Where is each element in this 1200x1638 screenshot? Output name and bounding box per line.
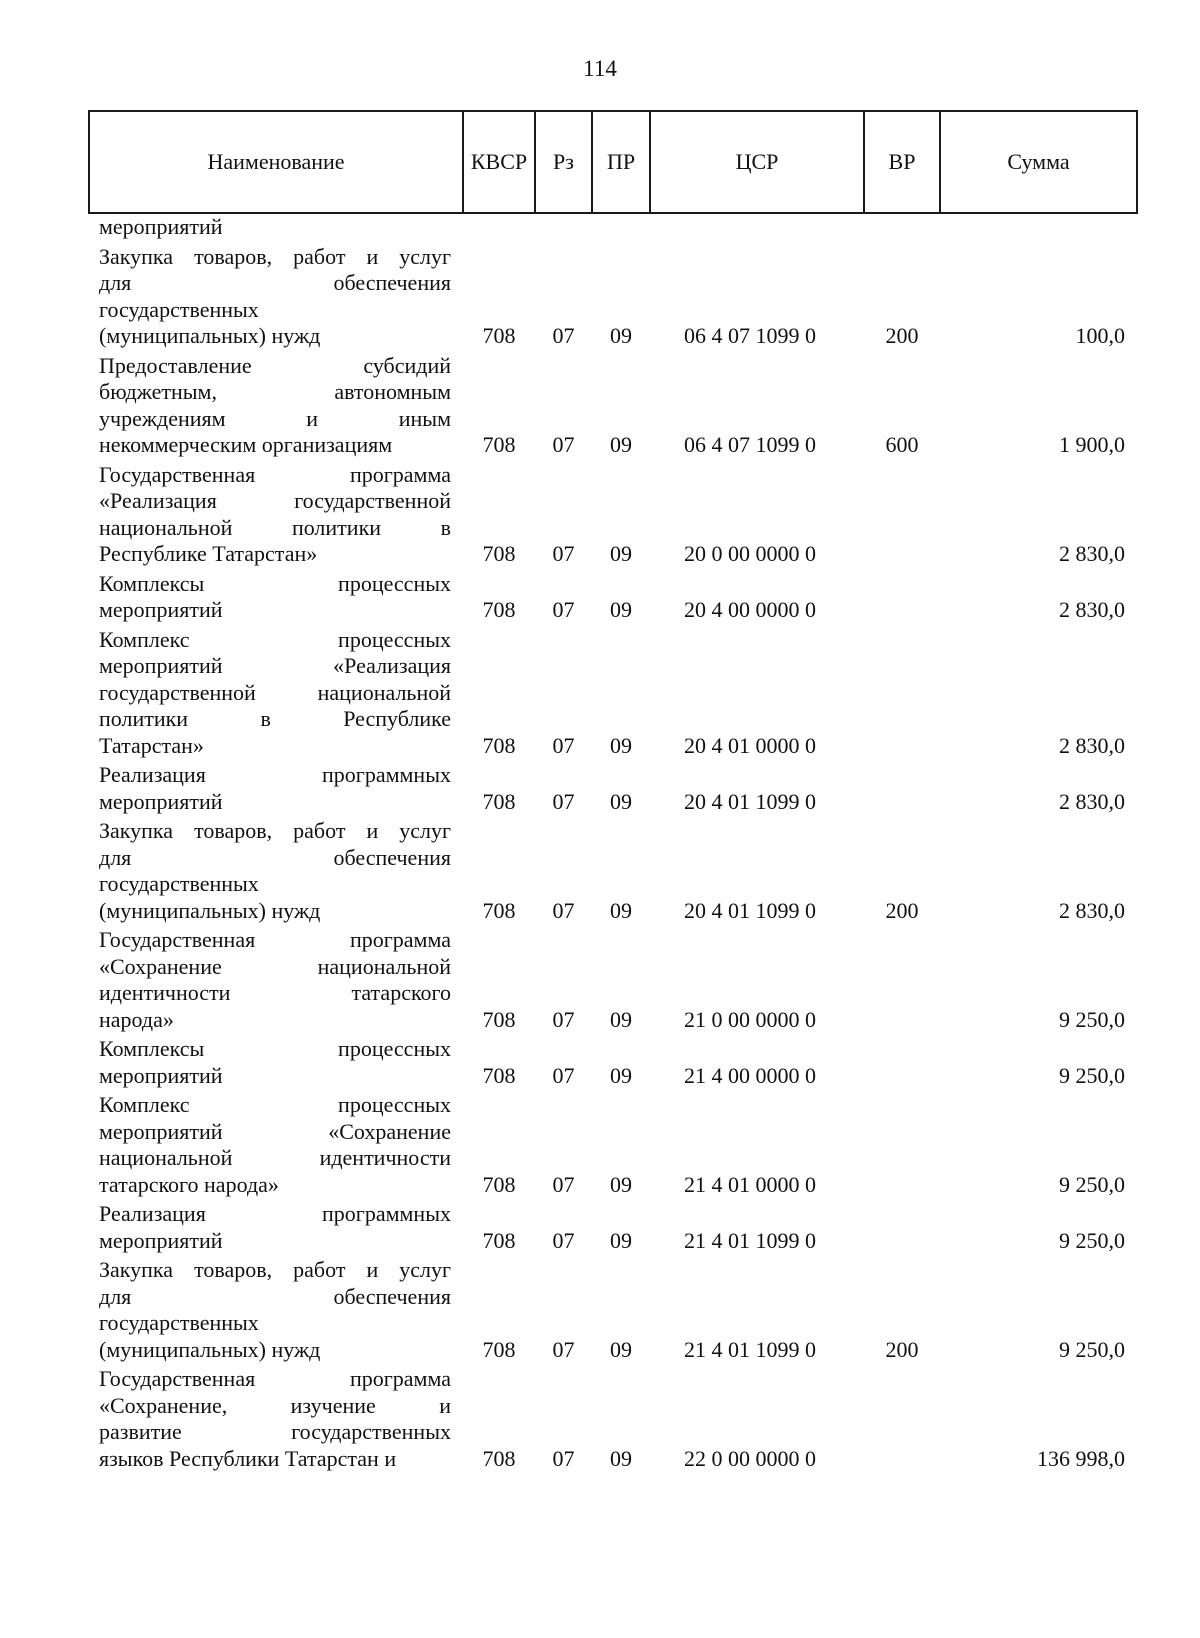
header-pr: ПР [592,111,650,213]
table-body [89,213,1137,1475]
row-csr: 22 0 00 0000 0 [684,1445,816,1471]
row-name-line: мероприятий [99,597,223,622]
row-pr: 09 [610,323,632,348]
row-csr: 20 0 00 0000 0 [684,541,816,566]
row-name-line: Закупка товаров, работ и услуг [99,818,451,843]
row-sum: 9 250,0 [1059,1171,1125,1197]
row-kvsr: 708 [482,1227,516,1253]
table-row [89,627,1137,763]
row-name-line: (муниципальных) нужд [99,1336,321,1362]
row-sum: 9 250,0 [1059,1062,1125,1088]
row-name-line: Государственная программа [99,1366,451,1391]
table-row [89,244,1137,353]
row-csr: 20 4 01 1099 0 [684,897,816,923]
row-rz: 07 [552,432,575,457]
row-name-line: «Сохранение, изучение и [99,1392,451,1418]
row-name [89,571,463,627]
row-sum: 2 830,0 [1059,597,1125,622]
row-vr: 200 [885,897,919,923]
row-name-line: Государственная программа [99,461,451,487]
row-name-line: «Сохранение национальной [99,953,451,979]
row-vr [864,1092,940,1201]
row-kvsr: 708 [482,1336,516,1362]
row-name-line: государственных [99,296,259,322]
row-name-line: политики в Республике [99,706,451,731]
row-pr: 09 [610,1227,632,1253]
row-name-line: мероприятий [99,788,223,814]
row-kvsr: 708 [482,1062,516,1088]
row-name-line: некоммерческим организациям [99,432,393,457]
row-name-line: (муниципальных) нужд [99,897,321,923]
table-row [89,762,1137,818]
row-name-line: Комплекс процессных [99,1092,451,1117]
row-name [89,462,463,571]
row-pr: 09 [610,788,632,814]
row-csr: 21 0 00 0000 0 [684,1006,816,1032]
row-name-line: для обеспечения [99,270,451,295]
table-row [89,1201,1137,1257]
row-kvsr: 708 [482,1171,516,1197]
row-name-line: государственной национальной [99,679,451,705]
row-name-line: Республике Татарстан» [99,541,318,566]
budget-table [88,110,1138,1475]
row-pr: 09 [610,1336,632,1362]
row-csr: 21 4 01 0000 0 [684,1171,816,1197]
table-header [89,111,1137,213]
row-csr: 06 4 07 1099 0 [684,432,816,457]
row-name [89,627,463,763]
row-rz: 07 [552,597,575,622]
row-pr: 09 [610,1445,632,1471]
table-row [89,462,1137,571]
row-kvsr: 708 [482,323,516,348]
header-sum: Сумма [940,111,1137,213]
row-name-line: мероприятий [99,214,223,239]
row-kvsr: 708 [482,1006,516,1032]
row-name-line: государственных [99,1310,259,1335]
row-vr: 200 [885,323,919,348]
row-name-line: для обеспечения [99,844,451,870]
row-vr [864,1201,940,1257]
row-rz: 07 [552,1336,575,1362]
row-name-line: национальной идентичности [99,1145,451,1170]
row-name-line: Реализация программных [99,762,451,787]
row-csr: 21 4 00 0000 0 [684,1062,816,1088]
row-sum: 2 830,0 [1059,788,1125,814]
row-name-line: Реализация программных [99,1201,451,1226]
row-name [89,1257,463,1366]
row-kvsr: 708 [482,432,516,457]
row-name [89,1092,463,1201]
row-rz: 07 [552,897,575,923]
row-name [89,762,463,818]
row-name-line: мероприятий «Реализация [99,653,451,678]
row-rz: 07 [552,788,575,814]
row-name [89,818,463,927]
row-name [89,1366,463,1475]
header-csr: ЦСР [650,111,864,213]
row-csr: 21 4 01 1099 0 [684,1336,816,1362]
row-sum: 2 830,0 [1059,541,1125,566]
row-kvsr [463,213,535,244]
row-rz: 07 [552,1062,575,1088]
row-rz: 07 [552,732,575,758]
row-name-line: мероприятий [99,1227,223,1253]
row-name [89,1036,463,1092]
row-name-line: мероприятий «Сохранение [99,1118,451,1144]
row-sum: 1 900,0 [1059,432,1125,457]
row-name-line: для обеспечения [99,1283,451,1309]
table-row [89,571,1137,627]
row-vr [864,571,940,627]
budget-table-wrapper [88,110,1136,1475]
row-sum: 9 250,0 [1059,1336,1125,1362]
row-csr: 20 4 01 1099 0 [684,788,816,814]
row-pr: 09 [610,432,632,457]
row-name-line: Государственная программа [99,927,451,952]
row-rz: 07 [552,1006,575,1032]
header-rz: Рз [535,111,592,213]
row-sum: 2 830,0 [1059,732,1125,758]
row-name-line: Комплексы процессных [99,570,451,596]
row-name-line: учреждениям и иным [99,405,451,431]
row-pr: 09 [610,1171,632,1197]
row-pr [592,213,650,244]
table-row [89,353,1137,462]
row-rz [535,213,592,244]
row-pr: 09 [610,597,632,622]
row-name-line: народа» [99,1006,174,1032]
row-sum: 9 250,0 [1059,1006,1125,1032]
row-name-line: национальной политики в [99,514,451,540]
row-name-line: Комплексы процессных [99,1036,451,1061]
header-kvsr: КВСР [463,111,535,213]
row-csr [650,213,864,244]
row-name-line: Предоставление субсидий [99,352,451,378]
row-name [89,927,463,1036]
row-name-line: Татарстан» [99,732,204,758]
row-vr: 200 [885,1336,919,1362]
row-name [89,353,463,462]
row-name-line: развитие государственных [99,1419,451,1444]
row-name [89,1201,463,1257]
row-sum: 100,0 [1075,323,1125,348]
row-rz: 07 [552,323,575,348]
row-rz: 07 [552,1171,575,1197]
table-row [89,1036,1137,1092]
row-name-line: Закупка товаров, работ и услуг [99,243,451,269]
row-kvsr: 708 [482,597,516,622]
row-vr [864,462,940,571]
row-name-line: «Реализация государственной [99,488,451,513]
row-sum: 9 250,0 [1059,1227,1125,1253]
row-sum: 136 998,0 [1037,1445,1125,1471]
row-vr [864,927,940,1036]
row-rz: 07 [552,1227,575,1253]
row-rz: 07 [552,541,575,566]
row-pr: 09 [610,1062,632,1088]
row-pr: 09 [610,897,632,923]
page-number: 114 [583,56,617,81]
row-vr [864,213,940,244]
row-csr: 06 4 07 1099 0 [684,323,816,348]
table-row [89,1257,1137,1366]
row-pr: 09 [610,1006,632,1032]
row-csr: 20 4 01 0000 0 [684,732,816,758]
row-name [89,213,463,244]
row-pr: 09 [610,541,632,566]
row-kvsr: 708 [482,788,516,814]
row-name-line: государственных [99,871,259,896]
row-vr [864,627,940,763]
row-kvsr: 708 [482,1445,516,1471]
row-rz: 07 [552,1445,575,1471]
row-name-line: Закупка товаров, работ и услуг [99,1257,451,1282]
table-row [89,1366,1137,1475]
row-vr [864,1036,940,1092]
table-row [89,213,1137,244]
table-row [89,818,1137,927]
row-vr: 600 [885,432,919,457]
row-name-line: татарского народа» [99,1171,279,1197]
header-name: Наименование [89,111,463,213]
row-kvsr: 708 [482,732,516,758]
row-name-line: идентичности татарского [99,980,451,1005]
header-vr: ВР [864,111,940,213]
row-name-line: бюджетным, автономным [99,379,451,404]
row-name-line: (муниципальных) нужд [99,323,321,348]
row-name-line: Комплекс процессных [99,626,451,652]
row-kvsr: 708 [482,541,516,566]
table-row [89,1092,1137,1201]
table-row [89,927,1137,1036]
row-vr [864,762,940,818]
row-sum [940,213,1137,244]
row-name [89,244,463,353]
row-pr: 09 [610,732,632,758]
row-name-line: мероприятий [99,1062,223,1088]
row-name-line: языков Республики Татарстан и [99,1445,397,1471]
row-vr [864,1366,940,1475]
row-kvsr: 708 [482,897,516,923]
row-csr: 21 4 01 1099 0 [684,1227,816,1253]
row-csr: 20 4 00 0000 0 [684,597,816,622]
row-sum: 2 830,0 [1059,897,1125,923]
